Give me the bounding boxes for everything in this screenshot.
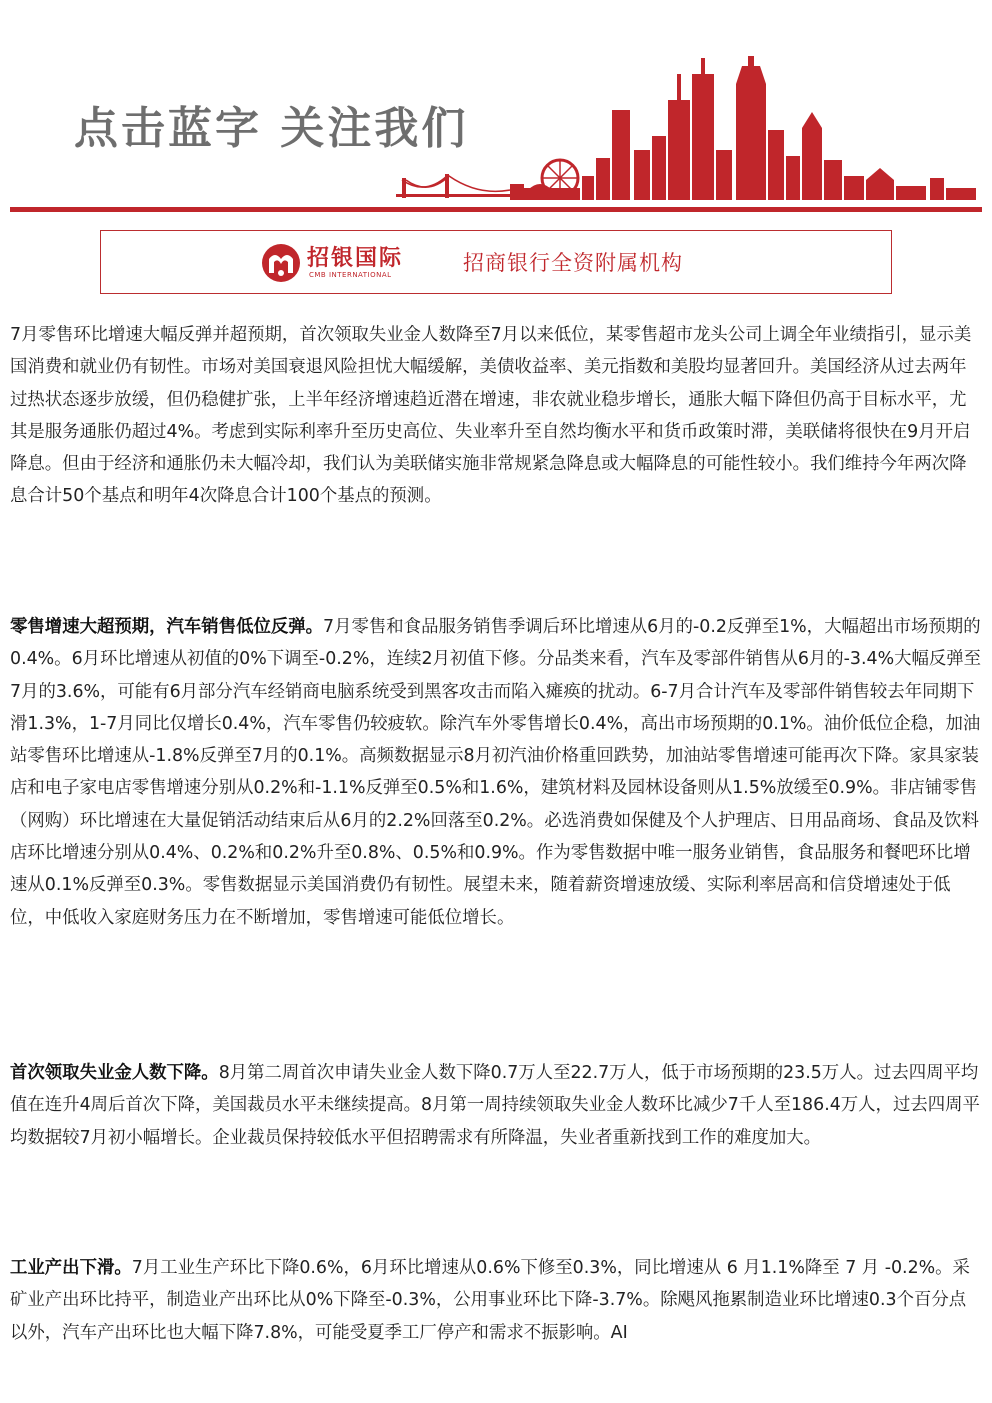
retail-body: 7月零售和食品服务销售季调后环比增速从6月的-0.2反弹至1%，大幅超出市场预期的0.4%。6月环比增速从初值的0%下调至-0.2%，连续2月初值下修。分品类来看，汽车及零部件销售从6月的-3.4%大幅反弹至7月的3.6%，可能有6月部分汽车经销商电脑系统受到黑客攻击而陷入瘫痪的扰动。6-7月合计汽车及零部件销售较去年同期下滑1.3%，1-7月同比仅增长0.4%，汽车零售仍较疲软。除汽车外零售增长0.4%，高出市场预期的0.1%。油价低位企稳，加油站零售环比增速从-1.8%反弹至7月的0.1%。高频数据显示8月初汽油价格重回跌势，加油站零售增速可能再次下降。家具家装店和电子家电店零售增速分别从0.2%和-1.1%反弹至0.5%和1.6%，建筑材料及园林设备则从1.5%放缓至0.9%。非店铺零售（网购）环比增速在大量促销活动结束后从6月的2.2%回落至0.2%。必选消费如保健及个人护理店、日用品商场、食品及饮料店环比增速分别从0.4%、0.2%和0.2%升至0.8%、0.5%和0.9%。作为零售数据中唯一服务业销售，食品服务和餐吧环比增速从0.1%反弹至0.3%。零售数据显示美国消费仍有韧性。展望未来，随着薪资增速放缓、实际利率居高和信贷增速处于低位，中低收入家庭财务压力在不断增加，零售增速可能低位增长。	[10, 617, 982, 928]
banner-tagline: 招商银行全资附属机构	[463, 251, 683, 275]
jobless-claims-body: 8月第二周首次申请失业金人数下降0.7万人至22.7万人，低于市场预期的23.5万人。过去四周平均值在连升4周后首次下降，美国裁员水平未继续提高。8月第一周持续领取失业金人数环比减少7千人至186.4万人，过去四周平均数据较7月初小幅增长。企业裁员保持较低水平但招聘需求有所降温，失业者重新找到工作的难度加大。	[10, 1063, 980, 1148]
industrial-output-body: 7月工业生产环比下降0.6%，6月环比增速从0.6%下修至0.3%，同比增速从 6 月1.1%降至 7 月 -0.2%。采矿业产出环比持平，制造业产出环比从0%下降至-0.3%，公用事业环比下降-3.7%。除飓风拖累制造业环比增速0.3个百分点以外，汽车产出环比也大幅下降7.8%，可能受夏季工厂停产和需求不振影响。AI	[10, 1258, 970, 1343]
page-header	[0, 0, 992, 215]
logo-chinese-name: 招银国际	[307, 246, 404, 271]
industrial-output-heading: 工业产出下滑。	[10, 1258, 132, 1278]
jobless-claims-section	[10, 1057, 982, 1154]
intro-paragraph: 7月零售环比增速大幅反弹并超预期，首次领取失业金人数降至7月以来低位，某零售超市龙头公司上调全年业绩指引，显示美国消费和就业仍有韧性。市场对美国衰退风险担忧大幅缓解，美债收益率、美元指数和美股均显著回升。美国经济从过去两年过热状态逐步放缓，但仍稳健扩张，上半年经济增速趋近潜在增速，非农就业稳步增长，通胀大幅下降但仍高于目标水平，尤其是服务通胀仍超过4%。考虑到实际利率升至历史高位、失业率升至自然均衡水平和货币政策时滞，美联储将很快在9月开启降息。但由于经济和通胀仍未大幅冷却，我们认为美联储实施非常规紧急降息或大幅降息的可能性较小。我们维持今年两次降息合计50个基点和明年4次降息合计100个基点的预测。	[10, 325, 972, 507]
industrial-output-section	[10, 1252, 982, 1349]
follow-us-title[interactable]: 点击蓝字 关注我们	[74, 103, 469, 154]
logo-english-name: CMB INTERNATIONAL	[309, 271, 392, 279]
city-skyline-illustration	[0, 0, 992, 215]
cmbi-logo-icon	[261, 243, 301, 283]
retail-section	[10, 611, 982, 934]
retail-heading: 零售增速大超预期，汽车销售低位反弹。	[10, 617, 324, 637]
cmbi-banner	[100, 230, 892, 294]
jobless-claims-heading: 首次领取失业金人数下降。	[10, 1063, 219, 1083]
